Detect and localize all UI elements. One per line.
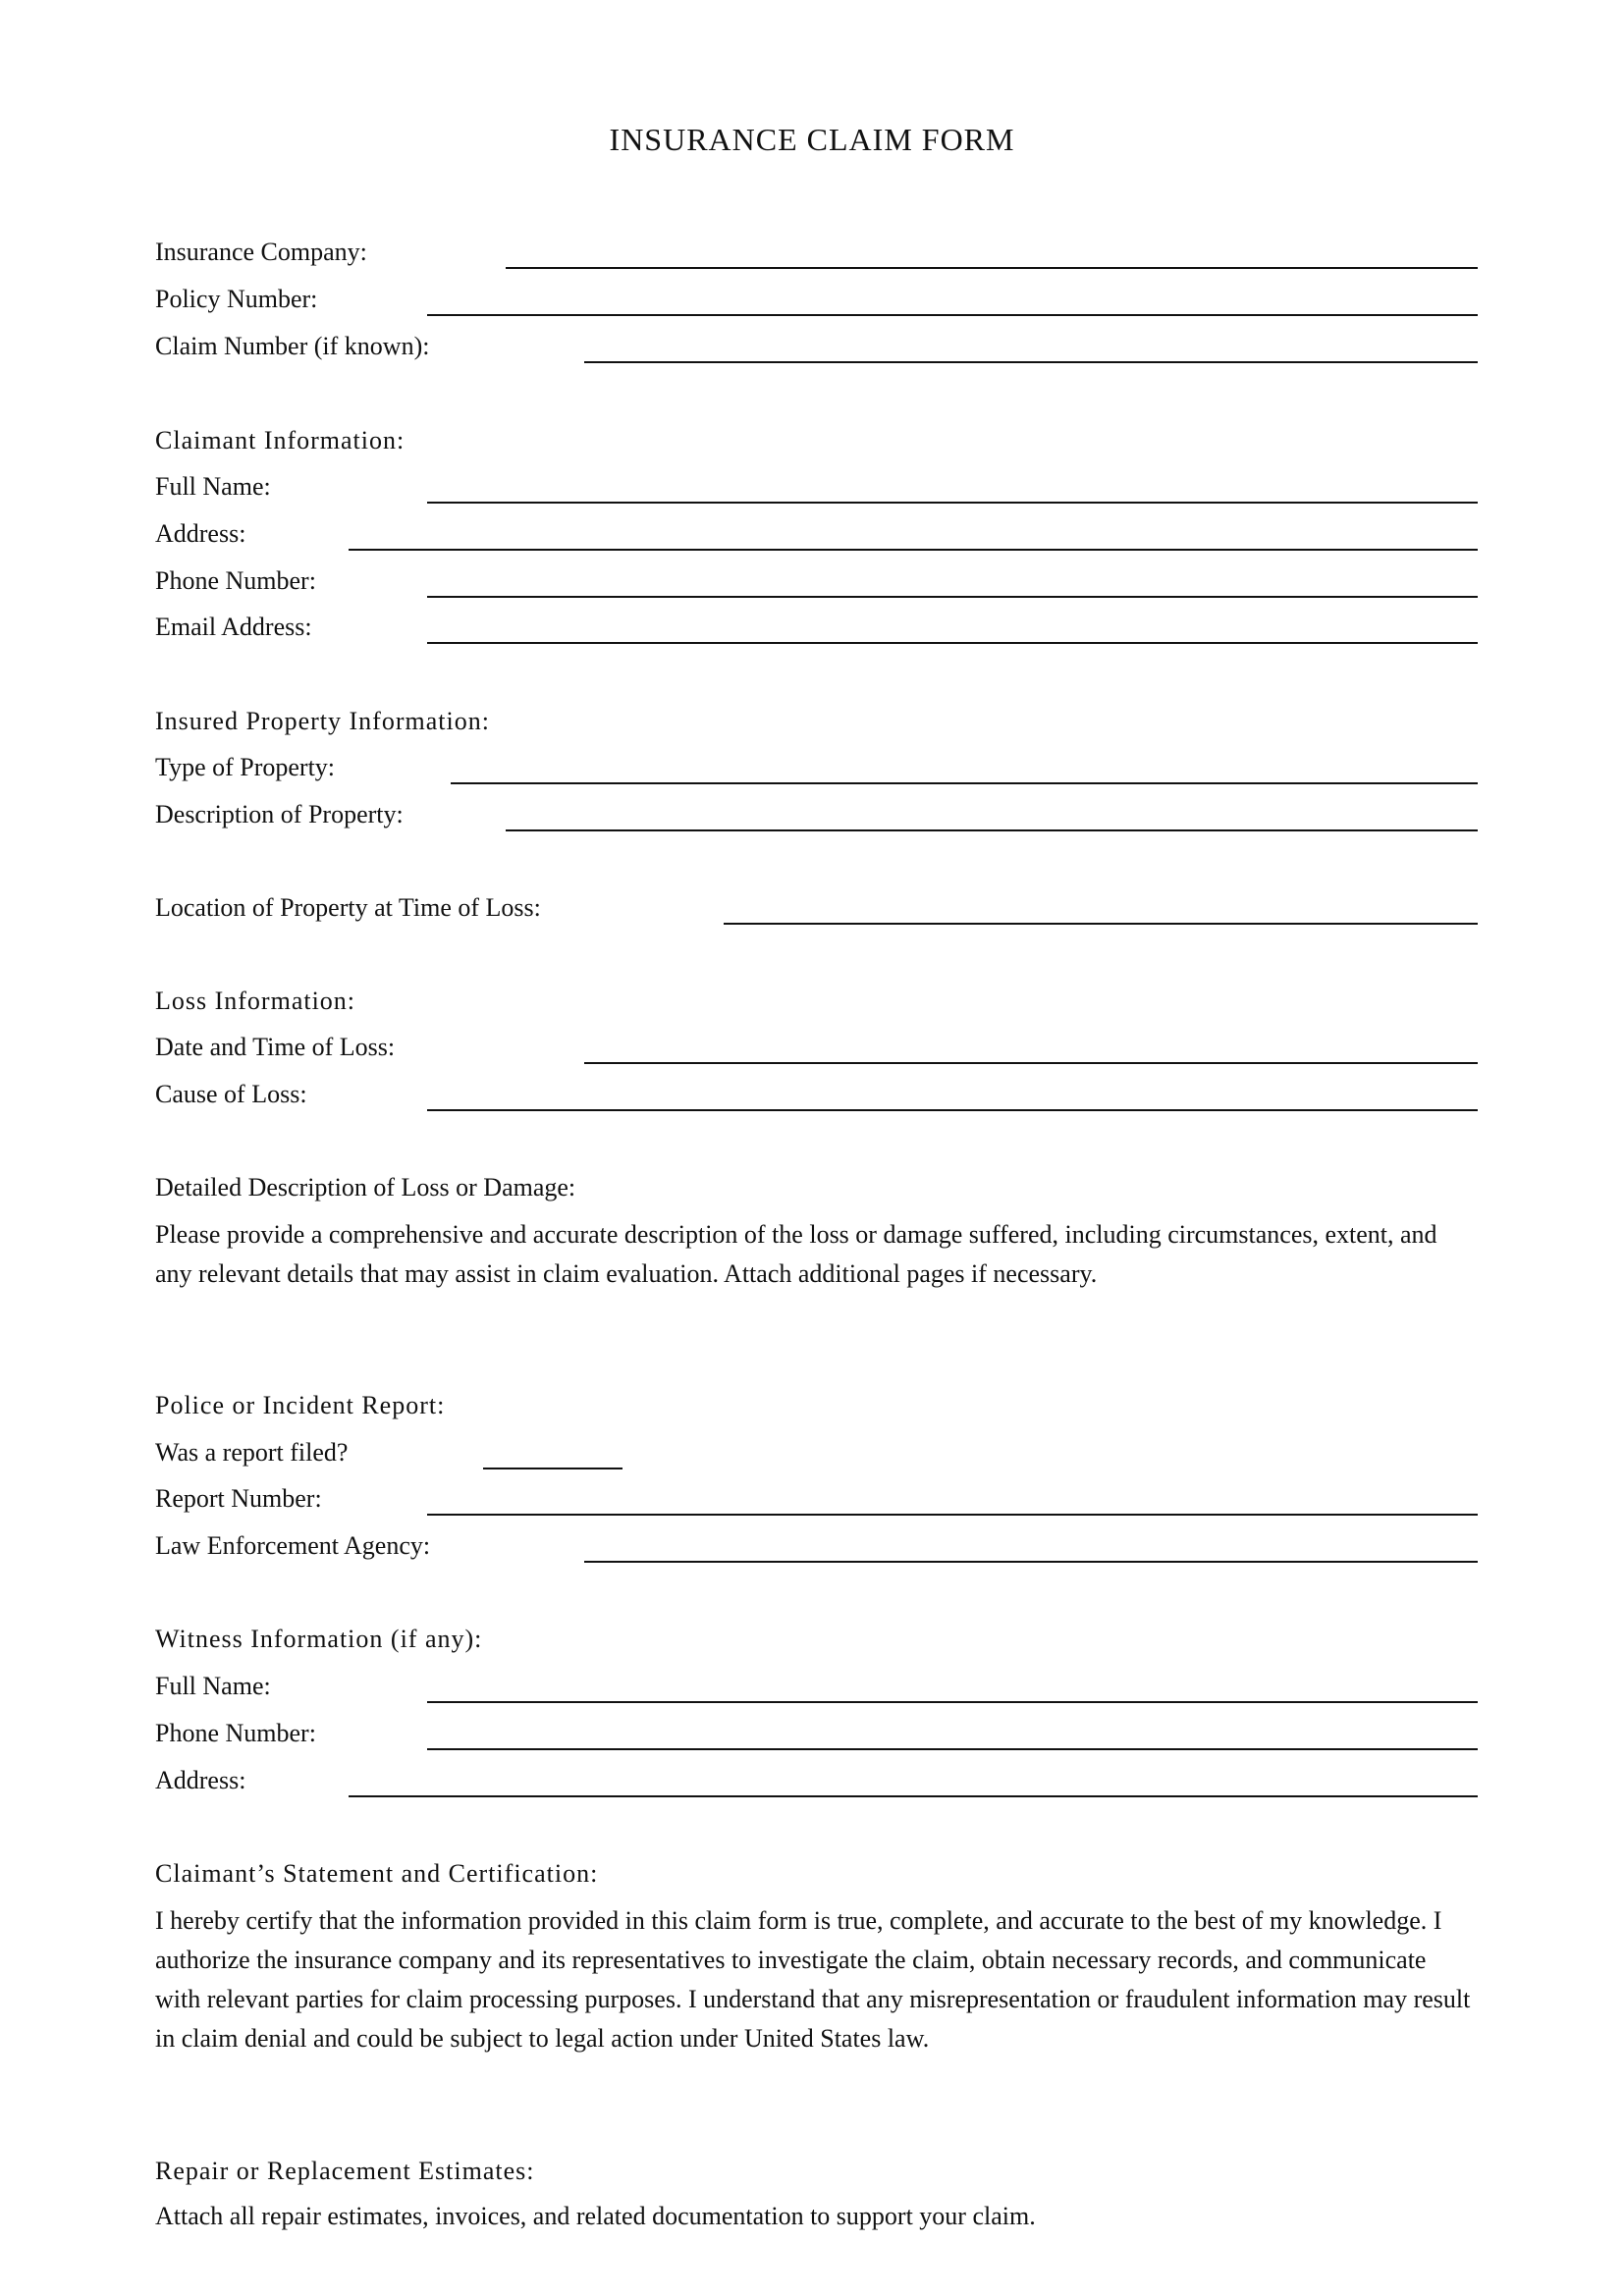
claimant-info-heading: Claimant Information: bbox=[155, 426, 406, 454]
loss-detail-heading: Detailed Description of Loss or Damage: bbox=[155, 1173, 576, 1201]
loss-cause-field[interactable] bbox=[427, 1109, 1478, 1111]
witness-full-name-label: Full Name: bbox=[155, 1672, 271, 1700]
insurance-company-label: Insurance Company: bbox=[155, 238, 367, 266]
claimant-full-name-row bbox=[155, 470, 1479, 509]
policy-number-field[interactable] bbox=[427, 314, 1478, 316]
claimant-phone-row bbox=[155, 564, 1479, 604]
claimant-email-field[interactable] bbox=[427, 642, 1478, 644]
property-description-row bbox=[155, 798, 1479, 837]
witness-full-name-row bbox=[155, 1670, 1479, 1709]
property-type-row bbox=[155, 751, 1479, 790]
claimant-address-label: Address: bbox=[155, 519, 246, 548]
law-agency-row bbox=[155, 1529, 1479, 1569]
claimant-email-row bbox=[155, 611, 1479, 650]
report-number-field[interactable] bbox=[427, 1514, 1478, 1516]
property-description-label: Description of Property: bbox=[155, 800, 404, 828]
claim-number-field[interactable] bbox=[584, 361, 1478, 363]
insurance-company-field[interactable] bbox=[506, 267, 1478, 269]
claimant-phone-label: Phone Number: bbox=[155, 566, 316, 595]
witness-full-name-field[interactable] bbox=[427, 1701, 1478, 1703]
property-type-field[interactable] bbox=[451, 782, 1478, 784]
claimant-full-name-label: Full Name: bbox=[155, 472, 271, 501]
statement-heading: Claimant’s Statement and Certification: bbox=[155, 1859, 599, 1888]
loss-date-time-field[interactable] bbox=[584, 1062, 1478, 1064]
witness-address-field[interactable] bbox=[349, 1795, 1478, 1797]
page-title: INSURANCE CLAIM FORM bbox=[609, 122, 1015, 157]
estimates-text: Attach all repair estimates, invoices, and related documentation to support your claim. bbox=[155, 2202, 1036, 2230]
witness-phone-field[interactable] bbox=[427, 1748, 1478, 1750]
loss-detail-instructions: Please provide a comprehensive and accurate description of the loss or damage suffered, including circumstances, extent, and any relevant details that may assist in claim evaluation. Attach additional pages if necessary. bbox=[155, 1220, 1437, 1288]
insurance-company-row bbox=[155, 236, 1479, 275]
loss-info-heading: Loss Information: bbox=[155, 987, 356, 1015]
witness-address-row bbox=[155, 1764, 1479, 1803]
witness-info-heading: Witness Information (if any): bbox=[155, 1625, 483, 1653]
policy-number-label: Policy Number: bbox=[155, 285, 318, 313]
witness-address-label: Address: bbox=[155, 1766, 246, 1794]
report-filed-label: Was a report filed? bbox=[155, 1438, 349, 1467]
report-filed-field[interactable] bbox=[483, 1468, 623, 1469]
property-description-field[interactable] bbox=[506, 829, 1478, 831]
property-location-field[interactable] bbox=[724, 923, 1478, 925]
law-agency-label: Law Enforcement Agency: bbox=[155, 1531, 431, 1560]
policy-number-row bbox=[155, 283, 1479, 322]
loss-date-time-row bbox=[155, 1031, 1479, 1070]
loss-date-time-label: Date and Time of Loss: bbox=[155, 1033, 396, 1061]
property-info-heading: Insured Property Information: bbox=[155, 707, 490, 735]
claimant-address-row bbox=[155, 517, 1479, 557]
claimant-phone-field[interactable] bbox=[427, 596, 1478, 598]
estimates-heading: Repair or Replacement Estimates: bbox=[155, 2157, 535, 2185]
report-filed-row bbox=[155, 1436, 1479, 1475]
claimant-email-label: Email Address: bbox=[155, 613, 312, 641]
property-location-row bbox=[155, 891, 1479, 931]
claimant-address-field[interactable] bbox=[349, 549, 1478, 551]
law-agency-field[interactable] bbox=[584, 1561, 1478, 1563]
property-type-label: Type of Property: bbox=[155, 753, 336, 781]
claim-number-row bbox=[155, 330, 1479, 369]
loss-cause-label: Cause of Loss: bbox=[155, 1080, 307, 1108]
witness-phone-label: Phone Number: bbox=[155, 1719, 316, 1747]
report-number-row bbox=[155, 1482, 1479, 1522]
report-number-label: Report Number: bbox=[155, 1484, 322, 1513]
claim-number-label: Claim Number (if known): bbox=[155, 332, 430, 360]
property-location-label: Location of Property at Time of Loss: bbox=[155, 893, 541, 922]
police-report-heading: Police or Incident Report: bbox=[155, 1391, 446, 1419]
witness-phone-row bbox=[155, 1717, 1479, 1756]
loss-cause-row bbox=[155, 1078, 1479, 1117]
statement-text: I hereby certify that the information provided in this claim form is true, complete, and accurate to the best of my knowledge. I authorize the insurance company and its representatives to investigate the claim, obtain necessary records, and communicate with relevant parties for claim processing purposes. I understand that any misrepresentation or fraudulent information may result in claim denial and could be subject to legal action under United States law. bbox=[155, 1906, 1471, 2053]
claimant-full-name-field[interactable] bbox=[427, 502, 1478, 504]
